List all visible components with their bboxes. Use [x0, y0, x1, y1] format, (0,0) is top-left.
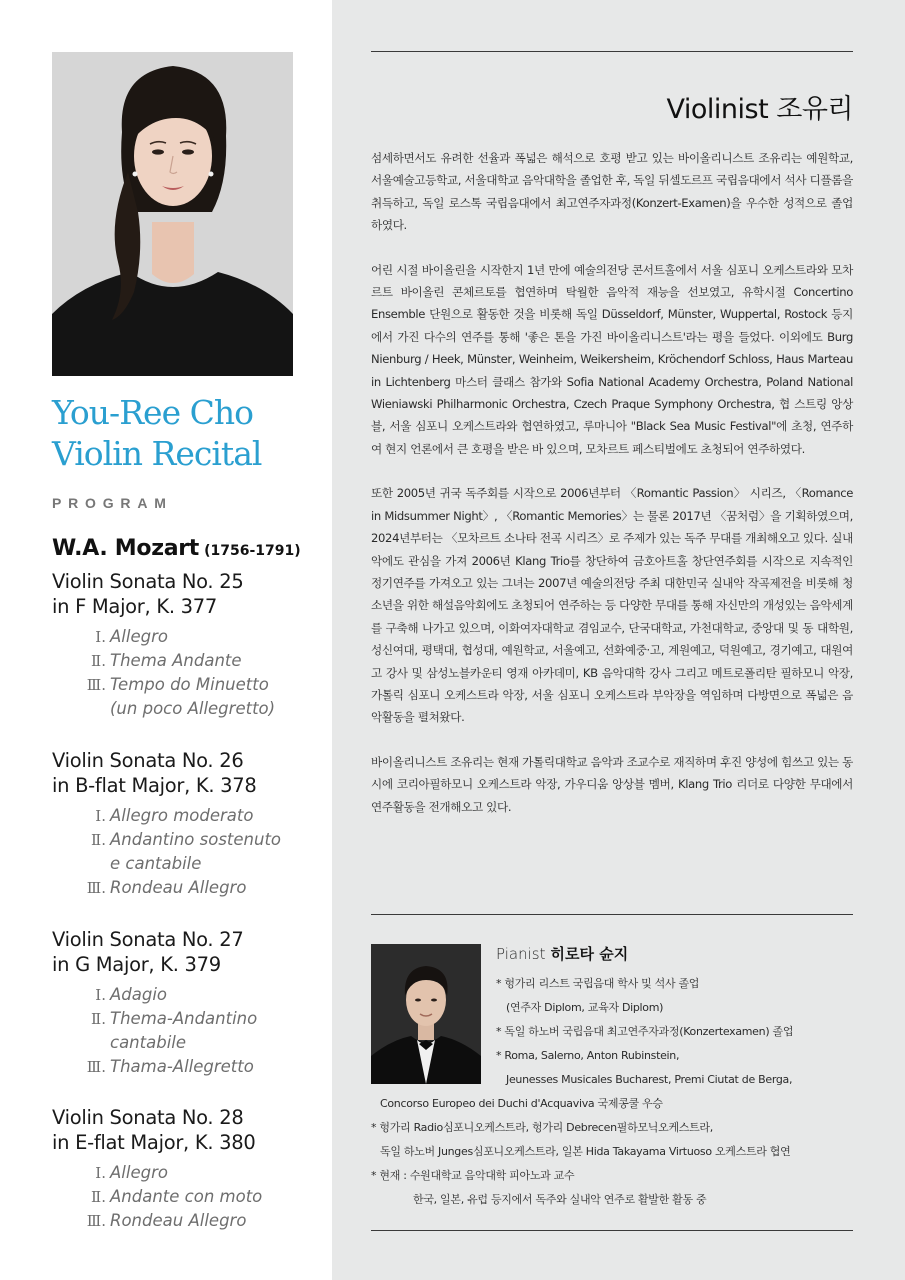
- pianist-cv-line: Concorso Europeo dei Duchi d'Acquaviva 국제콩쿨 우승: [380, 1097, 663, 1110]
- violinist-heading: Violinist 조유리: [666, 94, 853, 125]
- pianist-cv-line: * 현재 : 수원대학교 음악대학 피아노과 교수: [371, 1169, 575, 1182]
- composer-heading: [52, 536, 301, 561]
- pianist-role: Pianist: [496, 945, 546, 963]
- pianist-cv-line: * 독일 하노버 국립음대 최고연주자과정(Konzertexamen) 졸업: [496, 1025, 794, 1038]
- movement-item: Ⅲ. Rondeau Allegro: [86, 878, 247, 897]
- pianist-cv-line: * Roma, Salerno, Anton Rubinstein,: [496, 1049, 680, 1062]
- middle-divider: [371, 914, 853, 915]
- movement-item: Ⅰ. Adagio: [95, 985, 168, 1004]
- movement-item: Ⅱ. Andante con moto: [91, 1187, 263, 1206]
- program-panel: [0, 0, 332, 1280]
- sonata-title: Violin Sonata No. 27: [52, 928, 244, 951]
- pianist-photo: [371, 944, 481, 1084]
- sonata-title: Violin Sonata No. 28: [52, 1106, 244, 1129]
- sonata-key: in G Major, K. 379: [52, 953, 221, 976]
- bottom-divider: [371, 1230, 853, 1231]
- movement-list: [52, 625, 332, 721]
- sonata-key: in B-flat Major, K. 378: [52, 774, 257, 797]
- recital-title-line2: Violin Recital: [52, 434, 262, 473]
- violinist-portrait: [52, 52, 293, 376]
- movement-item: Ⅱ. Thema Andante: [91, 651, 242, 670]
- pianist-cv-line: Jeunesses Musicales Bucharest, Premi Ciutat de Berga,: [506, 1073, 793, 1086]
- movement-list: [52, 983, 332, 1079]
- pianist-cv-line: 한국, 일본, 유럽 등지에서 독주와 실내악 연주로 활발한 활동 중: [413, 1193, 707, 1206]
- movement-list: [52, 804, 332, 900]
- composer-years: (1756-1791): [204, 543, 301, 559]
- movement-item: Ⅱ. Thema-Andantino: [91, 1009, 258, 1028]
- movement-item: Ⅱ. Andantino sostenuto: [91, 830, 282, 849]
- movement-list: [52, 1161, 332, 1233]
- movement-item: Ⅲ. Tempo do Minuetto: [86, 675, 269, 694]
- movement-item: Ⅰ. Allegro moderato: [95, 806, 254, 825]
- pianist-heading: [496, 943, 628, 964]
- pianist-name: 히로타 슌지: [550, 945, 629, 963]
- sonata-26: [52, 748, 332, 900]
- pianist-cv-line: * 헝가리 Radio심포니오케스트라, 헝가리 Debrecen필하모닉오케스트라,: [371, 1121, 713, 1134]
- sonata-title: Violin Sonata No. 26: [52, 749, 244, 772]
- sonata-28: [52, 1105, 332, 1233]
- biography-panel: [332, 0, 905, 1280]
- movement-item: cantabile: [110, 1033, 187, 1052]
- bio-paragraph: 섬세하면서도 유려한 선율과 폭넓은 해석으로 호평 받고 있는 바이올리니스트 조유리는 예원학교, 서울예술고등학교, 서울대학교 음악대학을 졸업한 후, 독일 뒤셀도르프 국립음대에서 석사 디플롬을 취득하고, 독일 로스톡 국립음대에서 최고연주자과정(Konzert-Examen)을 우수한 성적으로 졸업하였다.: [371, 151, 853, 233]
- movement-item: (un poco Allegretto): [110, 699, 276, 718]
- movement-item: Ⅰ. Allegro: [95, 1163, 168, 1182]
- sonata-key: in F Major, K. 377: [52, 595, 217, 618]
- bio-paragraph: 어린 시절 바이올린을 시작한지 1년 만에 예술의전당 콘서트홀에서 서울 심포니 오케스트라와 모차르트 바이올린 콘체르토를 협연하며 탁월한 음악적 재능을 선보였고, 유학시절 Concertino Ensemble 단원으로 활동한 것을 비롯해 독일 Düsseldorf, Münster, Wuppertal, Rostock 등지에서 가진 다수의 연주를 통해 '좋은 톤을 가진 바이올리니스트'라는 평을 들었다. 이외에도 Burg Nienburg / Heek, Münster, Weinheim, Weikersheim, Kröchendorf Schloss, Haus Marteau in Lichtenberg 마스터 클래스 참가와 Sofia National Academy Orchestra, Poland National Wieniawski Philharmonic Orchestra, Czech Praque Symphony Orchestra, 협 스트링 앙상블, 서울 심포니 오케스트라와 협연하였고, 루마니아 "Black Sea Music Festival"에 초청, 연주하여 현지 언론에서 큰 호평을 받은 바 있으며, 모차르트 페스티벌에도 초청되어 연주하였다.: [371, 262, 853, 456]
- sonata-title: Violin Sonata No. 25: [52, 570, 244, 593]
- sonata-25: [52, 569, 332, 721]
- pianist-cv-line: 독일 하노버 Junges심포니오케스트라, 일본 Hida Takayama Virtuoso 오케스트라 협연: [380, 1145, 791, 1158]
- program-label: PROGRAM: [52, 495, 173, 511]
- recital-title-line1: You-Ree Cho: [52, 393, 253, 432]
- violinist-bio: [371, 147, 853, 840]
- pianist-cv-line: (연주자 Diplom, 교육자 Diplom): [506, 1001, 664, 1014]
- pianist-cv-line: * 헝가리 리스트 국립음대 학사 및 석사 졸업: [496, 977, 700, 990]
- top-divider: [371, 51, 853, 52]
- composer-name: W.A. Mozart: [52, 536, 200, 561]
- bio-paragraph: 또한 2005년 귀국 독주회를 시작으로 2006년부터 〈Romantic Passion〉 시리즈, 〈Romance in Midsummer Night〉, 〈Romantic Memories〉는 물론 2017년 〈꿈처럼〉을 기획하였으며, 2024년부터는 〈모차르트 소나타 전곡 시리즈〉로 주제가 있는 독주 무대를 개최해오고 있다. 실내악에도 관심을 가져 2006년 Klang Trio를 창단하여 금호아트홀 창단연주회를 시작으로 지속적인 정기연주를 가져오고 있는 그녀는 2007년 예술의전당 주최 대한민국 실내악 작곡제전을 비롯해 청소년을 위한 해설음악회에도 초청되어 연주하는 등 다양한 무대를 통해 자신만의 개성있는 음악세계를 구축해 나가고 있으며, 이화여자대학교 겸임교수, 단국대학교, 가천대학교, 중앙대 및 동 대학원, 성신여대, 평택대, 협성대, 예원학교, 서울예고, 선화예중·고, 계원예고, 덕원예고, 경기예고, 대원여고 강사 및 삼성노블카운티 영재 아카데미, KB 음악대학 강사 그리고 메트로폴리탄 필하모니 악장, 가톨릭 심포니 오케스트라 악장, 서울 심포니 오케스트라 부악장을 역임하며 다방면으로 폭넓은 음악활동을 펼쳐왔다.: [371, 486, 853, 725]
- movement-item: Ⅲ. Rondeau Allegro: [86, 1211, 247, 1230]
- movement-item: e cantabile: [110, 854, 202, 873]
- recital-title: [52, 392, 332, 474]
- sonata-27: [52, 927, 332, 1079]
- movement-item: Ⅰ. Allegro: [95, 627, 168, 646]
- sonata-key: in E-flat Major, K. 380: [52, 1131, 256, 1154]
- movement-item: Ⅲ. Thama-Allegretto: [86, 1057, 254, 1076]
- bio-paragraph: 바이올리니스트 조유리는 현재 가톨릭대학교 음악과 조교수로 재직하며 후진 양성에 힘쓰고 있는 동시에 코리아필하모니 오케스트라 악장, 가우디움 앙상블 멤버, Klang Trio 리더로 다양한 무대에서 연주활동을 전개해오고 있다.: [371, 754, 853, 814]
